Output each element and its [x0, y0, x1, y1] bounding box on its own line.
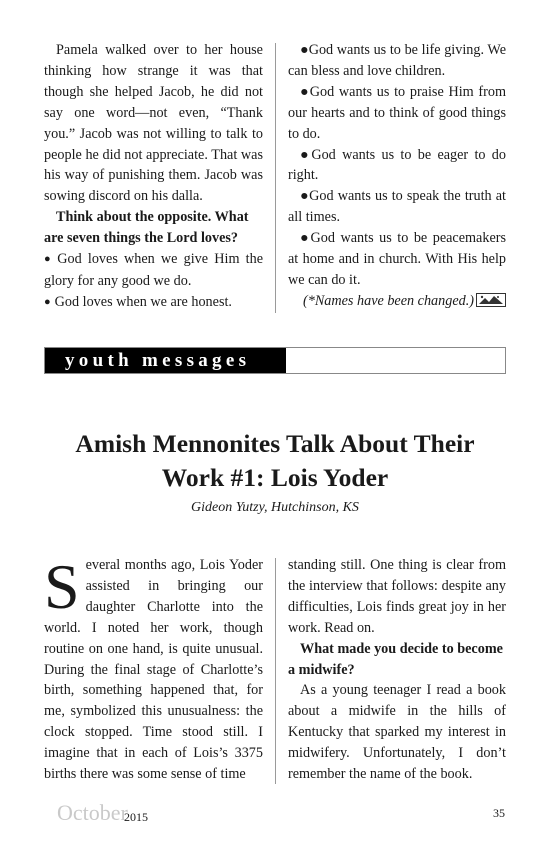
bullet-icon: ● — [300, 83, 310, 100]
page-number: 35 — [493, 806, 505, 820]
footer-year: 2015 — [124, 810, 148, 824]
section-banner-label: youth messages — [45, 348, 286, 373]
end-mark-icon — [476, 293, 506, 307]
list-item: ●God wants us to be life giving. We can bless and love children. — [288, 42, 506, 79]
article-title: Amish Mennonites Talk About Their Work #1: Lois Yoder — [75, 429, 475, 492]
names-note: (*Names have been changed.) — [288, 291, 506, 312]
column-divider — [275, 558, 276, 784]
list-item: ●God wants us to praise Him from our hearts and to think of good things to do. — [288, 83, 506, 142]
column-divider — [275, 43, 276, 313]
bullet-icon: ● — [300, 42, 309, 58]
bullet-icon: ● — [300, 188, 310, 205]
article-right-column — [288, 555, 506, 785]
list-item: ●God wants us to be peacemakers at home and in church. With His help we can do it. — [288, 230, 506, 288]
list-item: ● God loves when we are honest. — [44, 293, 232, 310]
footer-month: October — [57, 800, 128, 825]
list-item: ● God loves when we give Him the glory for any good we do. — [44, 251, 263, 289]
story-paragraph: Pamela walked over to her house thinking how strange it was that though she helped Jacob, he did not say one word—not even, “Thank you.” Jacob was not willing to talk to people he did not appreciate. That was his way of punishing them. Jacob was sowing discord on his dalla. — [44, 42, 263, 205]
article-paragraph: standing still. One thing is clear from the interview that follows: despite any difficulties, Lois finds great joy in her work. Read on. — [288, 557, 506, 636]
drop-cap: S — [44, 551, 80, 622]
section-banner — [44, 347, 506, 374]
bullet-icon: ● — [44, 295, 51, 308]
article-intro-paragraph: Several months ago, Lois Yoder assisted in bringing our daughter Charlotte into the world. I noted her work, though routine on one hand, is quite unusual. During the final stage of Charlotte’s birth, something happened that, for me, symbolized this unusualness: the clock stopped. Time stood still. I imagine that in each of Lois’s 3375 births there was some sense of time — [44, 551, 263, 783]
top-right-column — [288, 40, 506, 312]
list-item: ●God wants us to be eager to do right. — [288, 146, 506, 184]
question-heading: Think about the opposite. What are seven things the Lord loves? — [44, 209, 249, 247]
interview-question: What made you decide to become a midwife? — [288, 640, 503, 678]
bullet-icon: ● — [44, 253, 54, 266]
top-left-column — [44, 40, 263, 314]
article-byline: Gideon Yutzy, Hutchinson, KS — [191, 500, 359, 515]
bullet-icon: ● — [300, 146, 312, 163]
interview-answer: As a young teenager I read a book about a midwife in the hills of Kentucky that sparked my interest in midwifery. Unfortunately, I don’t remember the name of the book. — [288, 682, 506, 783]
article-left-column — [44, 551, 263, 785]
bullet-icon: ● — [300, 230, 311, 247]
list-item: ●God wants us to speak the truth at all times. — [288, 188, 506, 226]
